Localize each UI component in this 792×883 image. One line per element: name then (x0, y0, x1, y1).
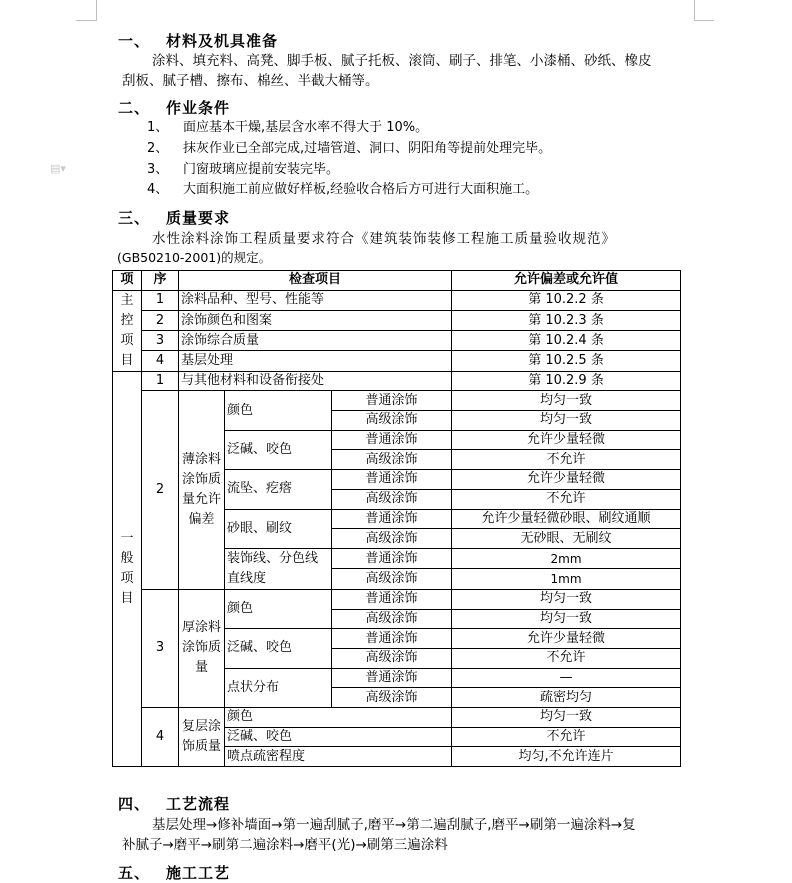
paragraph-line: 补腻子→磨平→刷第二遍涂料→磨平(光)→刷第三遍涂料 (122, 837, 448, 853)
table-row: 4 基层处理 第 10.2.5 条 (113, 351, 681, 371)
table-row: 高级涂饰 不允许 (113, 648, 681, 668)
group-label: 薄涂料涂饰质量允许偏差 (179, 391, 225, 590)
column-header: 检查项目 (179, 271, 452, 291)
list-item: 1、 面应基本干燥,基层含水率不得大于 10%。 (147, 120, 429, 135)
table-row: 流坠、疙瘩 普通涂饰 允许少量轻微 (113, 470, 681, 490)
table-row: 主控项目 1 涂料品种、型号、性能等 第 10.2.2 条 (113, 290, 681, 310)
table-row: 喷点疏密程度 均匀,不允许连片 (113, 747, 681, 767)
table-row: 高级涂饰 1mm (113, 569, 681, 590)
table-row: 高级涂饰 无砂眼、无刷纹 (113, 529, 681, 549)
table-header-row (113, 271, 681, 291)
table-row: 4 复层涂饰质量 颜色 均匀一致 (113, 708, 681, 728)
table-row: 3 涂饰综合质量 第 10.2.4 条 (113, 331, 681, 351)
group-label: 厚涂料涂饰质量 (179, 589, 225, 707)
list-item: 3、 门窗玻璃应提前安装完毕。 (147, 162, 340, 177)
quality-table (112, 270, 681, 767)
table-row: 高级涂饰 不允许 (113, 489, 681, 509)
section-heading: 三、 质量要求 (118, 209, 231, 227)
table-row: 泛碱、咬色 普通涂饰 允许少量轻微 (113, 629, 681, 649)
page-corner-mark-right (694, 0, 695, 20)
paragraph-line: 水性涂料涂饰工程质量要求符合《建筑装饰装修工程施工质量验收规范》 (152, 231, 616, 247)
table-row: 泛碱、咬色 普通涂饰 允许少量轻微 (113, 430, 681, 450)
table-row: 2 涂饰颜色和图案 第 10.2.3 条 (113, 310, 681, 330)
section-heading: 一、 材料及机具准备 (118, 32, 279, 50)
page-corner-mark-right (694, 20, 714, 21)
column-header: 项 (113, 271, 142, 291)
table-row: 3 厚涂料涂饰质量 颜色 普通涂饰 均匀一致 (113, 589, 681, 609)
category-general-label: 一般项目 (113, 371, 142, 766)
table-row: 高级涂饰 均匀一致 (113, 411, 681, 431)
table-row: 装饰线、分色线直线度 普通涂饰 2mm (113, 548, 681, 569)
category-main-label: 主控项目 (113, 290, 142, 371)
section-heading: 四、 工艺流程 (118, 795, 231, 813)
table-row: 高级涂饰 疏密均匀 (113, 688, 681, 708)
page-corner-mark-left (96, 0, 97, 20)
paragraph-line: 涂料、填充料、高凳、脚手板、腻子托板、滚筒、刷子、排笔、小漆桶、砂纸、橡皮 (152, 53, 652, 69)
table-row: 高级涂饰 不允许 (113, 450, 681, 470)
page-corner-mark-left (76, 20, 97, 21)
list-item: 4、 大面积施工前应做好样板,经验收合格后方可进行大面积施工。 (147, 182, 539, 197)
list-item: 2、 抹灰作业已全部完成,过墙管道、洞口、阴阳角等提前处理完毕。 (147, 141, 552, 156)
table-row: 一般项目 1 与其他材料和设备衔接处 第 10.2.9 条 (113, 371, 681, 391)
table-row: 高级涂饰 均匀一致 (113, 609, 681, 629)
paragraph-handle-icon[interactable]: ▤▾ (50, 162, 66, 175)
paragraph-line: (GB50210-2001)的规定。 (117, 250, 272, 265)
group-label: 复层涂饰质量 (179, 708, 225, 767)
table-row: 泛碱、咬色 不允许 (113, 727, 681, 747)
table-row: 点状分布 普通涂饰 — (113, 668, 681, 688)
table-row: 2 薄涂料涂饰质量允许偏差 颜色 普通涂饰 均匀一致 (113, 391, 681, 411)
section-heading: 五、 施工工艺 (118, 864, 231, 882)
column-header: 序 (142, 271, 179, 291)
column-header: 允许偏差或允许值 (452, 271, 681, 291)
section-heading: 二、 作业条件 (118, 99, 231, 117)
paragraph-line: 刮板、腻子槽、擦布、棉丝、半截大桶等。 (122, 73, 379, 89)
table-row: 砂眼、刷纹 普通涂饰 允许少量轻微砂眼、刷纹通顺 (113, 509, 681, 529)
paragraph-line: 基层处理→修补墙面→第一遍刮腻子,磨平→第二遍刮腻子,磨平→刷第一遍涂料→复 (152, 817, 636, 833)
